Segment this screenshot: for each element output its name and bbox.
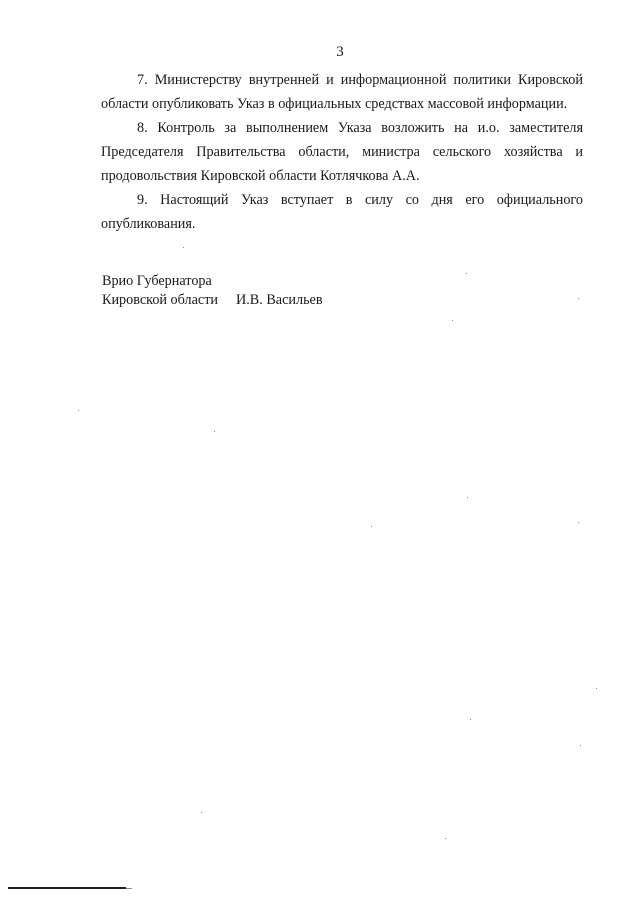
scan-speck <box>201 812 202 813</box>
signature-block <box>102 272 323 310</box>
scan-speck <box>470 719 471 720</box>
signatory-name: И.В. Васильев <box>236 292 323 308</box>
scan-speck <box>466 273 467 274</box>
scan-speck <box>452 320 453 321</box>
signatory-title-line1: Врио Губернатора <box>102 273 212 289</box>
signatory-title-line2 <box>102 291 323 310</box>
scan-speck <box>78 410 79 411</box>
scan-speck <box>183 247 184 248</box>
footer-rule <box>8 887 126 889</box>
document-body <box>101 68 583 236</box>
scan-speck <box>467 497 468 498</box>
paragraph-9: 9. Настоящий Указ вступает в силу со дня его официального опубликования. <box>101 192 583 232</box>
scan-speck <box>580 745 581 746</box>
signatory-region: Кировской области <box>102 292 218 308</box>
scan-speck <box>596 688 597 689</box>
paragraph-7: 7. Министерству внутренней и информационной политики Кировской области опубликовать Указ в официальных средствах массовой информации. <box>101 72 583 112</box>
scan-speck <box>214 431 215 432</box>
scan-speck <box>445 838 446 839</box>
page-number: 3 <box>336 44 344 60</box>
scan-speck <box>371 526 372 527</box>
scan-speck <box>578 298 579 299</box>
scan-speck <box>578 522 579 523</box>
paragraph-8: 8. Контроль за выполнением Указа возложить на и.о. заместителя Председателя Правительства области, министра сельского хозяйства и продовольствия Кировской области Котлячкова А.А. <box>101 120 583 184</box>
footer-rule-tail <box>126 888 132 889</box>
